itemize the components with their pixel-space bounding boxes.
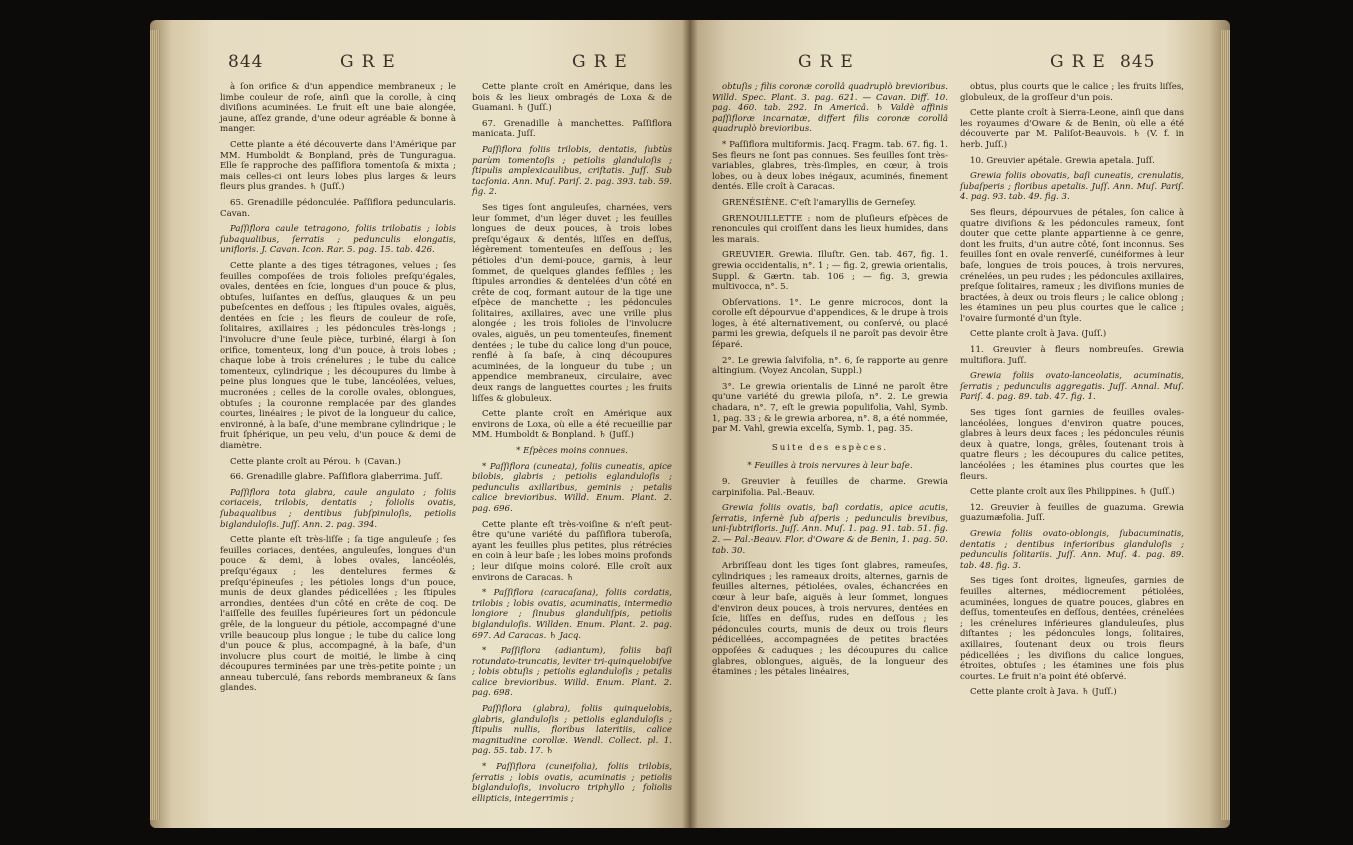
paragraph: Ses tiges ſont anguleuſes, charnées, vers leur ſommet, d'un léger duvet ; les feuilles longues de deux pouces, à trois lobes preſqu'égaux & dentés, liſſes en deſſus, légèrement tomenteuſes en deſſous ; les pétioles d'un demi-pouce, garnis, à leur ſommet, de quelques glandes ſeſſiles ; les ſtipules arrondies & dentelées d'un côté en crête de coq, formant autour de la tige une eſpèce de manchette ; les pédoncules ſolitaires, axillaires, avec une vrille plus alongée ; les trois folioles de l'involucre ovales, aiguës, un peu tomenteuſes, finement dentées ; le tube du calice long d'un pouce, renflé à ſa baſe, à cinq découpures acuminées, de la longueur du tube ; un appendice membraneux, circulaire, avec deux rangs de languettes courtes ; les fruits liſſes & globuleux. bbox=[472, 202, 672, 404]
page-edges-left bbox=[150, 30, 160, 820]
paragraph: Paſſiflora caule tetragono, foliis trilobatis ; lobis ſubaqualibus, ſerratis ; pedunculis elongatis, unifloris. J. Cavan. Icon. Rar. 5. pag. 15. tab. 426. bbox=[220, 224, 456, 256]
paragraph: * Paſſiflora (caracaſana), foliis cordatis, trilobis ; lobis ovatis, acuminatis, intermedio longiore ; ſinubus glanduliſpis, petiolis biglanduloſis. Willden. Enum. Plant. 2. pag. 697. Ad Caracas. ♄ Jacq. bbox=[472, 588, 672, 641]
paragraph: 66. Grenadille glabre. Paſſiflora glaberrima. Juſſ. bbox=[230, 472, 443, 483]
book-gutter bbox=[682, 20, 698, 828]
left-page bbox=[150, 20, 690, 828]
right-column-2 bbox=[960, 82, 1184, 782]
paragraph: * Feuilles à trois nervures à leur baſe. bbox=[747, 461, 913, 472]
running-title-right-1: GRE bbox=[798, 52, 861, 72]
paragraph: Cette plante croît à Sierra-Leone, ainſi que dans les royaumes d'Oware & de Benin, où elle a été découverte par M. Paliſot-Beauvois. ♄ (V. f. in herb. Juſſ.) bbox=[960, 108, 1184, 150]
left-column-2 bbox=[472, 82, 672, 804]
page-number-right: 845 bbox=[1120, 52, 1156, 72]
paragraph: GRENOUILLETTE : nom de pluſieurs eſpèces de renoncules qui croiſſent dans les lieux humides, dans les marais. bbox=[712, 213, 948, 245]
paragraph: obtuſis ; filis coronæ corollâ quadruplò brevioribus. Willd. Spec. Plant. 3. pag. 621. — Cavan. Diff. 10. pag. 460. tab. 292. In Americâ. ♄ Valdè affinis paſſifloræ incarnatæ, differt filis coronæ corollâ quadruplò brevioribus. bbox=[712, 82, 948, 135]
paragraph: Paſſiflora tota glabra, caule angulato ; foliis coriaceis, trilobis, dentatis ; foliolis ovatis, ſubaqualibus ; dentibus ſubſpinuloſis, petiolis biglanduloſis. Juſſ. Ann. 2. pag. 394. bbox=[220, 487, 456, 530]
paragraph: 10. Greuvier apétale. Grewia apetala. Juſſ. bbox=[970, 155, 1155, 166]
paragraph: 65. Grenadille pédonculée. Paſſiflora peduncularis. Cavan. bbox=[220, 197, 456, 219]
paragraph: 67. Grenadille à manchettes. Paſſiflora manicata. Juſſ. bbox=[472, 118, 672, 140]
paragraph: Cette plante a des tiges tétragones, velues ; ſes feuilles compoſées de trois folioles preſqu'égales, ovales, dentées en ſcie, longues d'un pouce & plus, obtuſes, luiſantes en deſſus, glauques & un peu pubeſcentes en deſſous ; les ſtipules ovales, aiguës, dentées en ſcie ; les fleurs de couleur de roſe, ſolitaires, axillaires ; les pédoncules très-longs ; l'involucre d'une ſeule pièce, turbiné, élargi à ſon orifice, tomenteux, long d'un pouce, à trois lobes ; chaque lobe à trois crénelures ; le tube du calice tomenteux, cylindrique ; les découpures du limbe à peine plus longues que le tube, lancéolées, velues, mucronées ; celles de la corolle ovales, oblongues, obtuſes ; la couronne remplacée par des glandes courtes, linéaires ; le pivot de la longueur du calice, environné, à la baſe, d'une membrane cylindrique ; le fruit ſphérique, un peu velu, d'un pouce & demi de diamètre. bbox=[220, 260, 456, 451]
paragraph: GREUVIER. Grewia. Illuſtr. Gen. tab. 467, fig. 1. grewia occidentalis, n°. 1 ; — fig. 2, grewia orientalis, Suppl. & Gærtn. tab. 106 ; — fig. 3, grewia multivocca, n°. 5. bbox=[712, 250, 948, 293]
paragraph: Cette plante croît en Amérique aux environs de Loxa, où elle a été recueillie par MM. Humboldt & Bonpland. ♄ (Juſſ.) bbox=[472, 409, 672, 441]
paragraph: 11. Greuvier à fleurs nombreuſes. Grewia multiflora. Juſſ. bbox=[960, 345, 1184, 366]
paragraph: * Paſſiflora (cuneata), foliis cuneatis, apice bilobis, glabris ; petiolis eglanduloſis ; pedunculis axillaribus, geminis ; petalis calice brevioribus. Willd. Enum. Plant. 2. pag. 696. bbox=[472, 461, 672, 514]
paragraph: GRENÉSIÈNE. C'eſt l'amaryllis de Gerneſey. bbox=[722, 197, 917, 208]
paragraph: Cette plante eſt très-voiſine & n'eſt peut-être qu'une variété du paſſiflora tuberoſa, ayant les feuilles plus petites, plus rétrécies en coin à leur baſe ; les lobes moins profonds ; leur diſque moins coloré. Elle croît aux environs de Caracas. ♄ bbox=[472, 519, 672, 583]
paragraph: 3°. Le grewia orientalis de Linné ne paroît être qu'une variété du grewia piloſa, n°. 2. Le grewia chadara, n°. 7, eſt le grewia populifolia, Vahl, Symb. 1, pag. 33 ; & le grewia arborea, n°. 8, a été nommée, par M. Vahl, grewia excelſa, Symb. 1, pag. 35. bbox=[712, 381, 948, 435]
paragraph: à ſon orifice & d'un appendice membraneux ; le limbe couleur de roſe, ainſi que la corolle, à cinq diviſions acuminées. Le fruit eſt une baie alongée, jaune, aſſez grande, d'une odeur agréable & bonne à manger. bbox=[220, 82, 456, 135]
paragraph: Grewia foliis ovato-lanceolatis, acuminatis, ſerratis ; pedunculis aggregatis. Juſſ. Annal. Muſ. Pariſ. 4. pag. 89. tab. 47. fig. 1. bbox=[960, 371, 1184, 403]
right-header bbox=[710, 52, 1160, 78]
running-title-left-2: GRE bbox=[572, 52, 635, 72]
paragraph: Arbriſſeau dont les tiges ſont glabres, rameuſes, cylindriques ; les rameaux droits, alternes, garnis de feuilles alternes, pétiolées, ovales, échancrées en cœur à leur baſe, aiguës à leur ſommet, longues d'environ deux pouces, à trois nervures, dentées en ſcie, liſſes en deſſus, rudes en deſſous ; les pédoncules courts, munis de deux ou trois fleurs pédicellées, accompagnées de petites bractées oppoſées & caduques ; les découpures du calice glabres, oblongues, aiguës, de la longueur des étamines ; les pétales linéaires, bbox=[712, 561, 948, 678]
paragraph: * Paſſiflora (cuneifolia), foliis trilobis, ſerratis ; lobis ovatis, acuminatis ; petiolis biglanduloſis, involucro triphyllo ; foliolis ellipticis, integerrimis ; bbox=[472, 762, 672, 804]
page-edges-right bbox=[1220, 30, 1230, 820]
paragraph: * Paſſiflora (adiantum), foliis baſi rotundato-truncatis, leviter tri-quinquelobiſve ; lobis obtuſis ; petiolis eglanduloſis ; petalis calice brevioribus. Willd. Enum. Plant. 2. pag. 698. bbox=[472, 646, 672, 699]
paragraph: obtus, plus courts que le calice ; les fruits liſſes, globuleux, de la groſſeur d'un pois. bbox=[960, 82, 1184, 103]
right-column-1 bbox=[712, 82, 948, 782]
paragraph: Ses tiges ſont garnies de feuilles ovales-lancéolées, longues d'environ quatre pouces, glabres à leurs deux faces ; les pédoncules réunis deux à quatre, longs, grêles, ſoutenant trois à quatre fleurs ; les découpures du calice petites, lancéolées ; les étamines plus courtes que les fleurs. bbox=[960, 408, 1184, 482]
paragraph: Grewia foliis obovatis, baſi cuneatis, crenulatis, ſubaſperis ; floribus apetalis. Juſſ. Ann. Muſ. Pariſ. 4. pag. 93. tab. 49. fig. 3. bbox=[960, 171, 1184, 203]
paragraph: Cette plante croît aux îles Philippines. ♄ (Juſſ.) bbox=[970, 487, 1175, 498]
paragraph: Cette plante eſt très-liſſe ; ſa tige anguleuſe ; ſes feuilles coriaces, dentées, anguleuſes, longues d'un pouce & demi, à lobes ovales, lancéolés, preſqu'égaux ; les dentelures fermes & preſqu'épineuſes ; les pétioles longs d'un pouce, munis de deux glandes pédicellées ; les ſtipules arrondies, dentées d'un côté en crête de coq. De l'aiſſelle des feuilles ſupérieures ſort un pédoncule grêle, de la longueur du pétiole, accompagné d'une vrille beaucoup plus longue ; le tube du calice long d'un pouce & plus, accompagné, à la baſe, d'un involucre plus court de moitié, le limbe à cinq découpures terminées par une très-petite pointe ; un anneau tuberculé, ſans rebords membraneux & ſans glandes. bbox=[220, 535, 456, 694]
paragraph: Ses fleurs, dépourvues de pétales, ſon calice à quatre diviſions & les pédoncules rameux, ſont douter que cette plante appartienne à ce genre, dont les fruits, d'un autre côté, ſont inconnus. Ses feuilles ſont en ovale renverſé, cunéiformes à leur baſe, longues de trois pouces, à trois nervures, crénelées, un peu rudes ; les pédoncules axillaires, preſque ſolitaires, rameux ; les diviſions munies de bractées, à deux ou trois fleurs ; le calice oblong ; les étamines un peu plus courtes que le calice ; l'ovaire ſurmonté d'un ſtyle. bbox=[960, 207, 1184, 324]
paragraph: Cette plante croît à Java. (Juſſ.) bbox=[970, 329, 1107, 340]
open-book bbox=[150, 20, 1230, 828]
paragraph: Suite des espèces. bbox=[771, 442, 889, 453]
paragraph: 2°. Le grewia ſalvifolia, n°. 6, ſe rapporte au genre altingium. (Voyez Ancolan, Suppl.) bbox=[712, 355, 948, 377]
paragraph: Ses tiges ſont droites, ligneuſes, garnies de feuilles alternes, médiocrement pétiolées, acuminées, longues de quatre pouces, glabres en deſſus, tomenteuſes en deſſous, dentées, crénelées ; les crénelures inférieures glanduleuſes, plus diſtantes ; les pédoncules longs, ſolitaires, axillaires, ſoutenant deux ou trois fleurs pédicellées ; les diviſions du calice longues, étroites, obtuſes ; les étamines une fois plus courtes. Le fruit n'a point été obſervé. bbox=[960, 576, 1184, 682]
paragraph: * Eſpèces moins connues. bbox=[516, 446, 628, 456]
paragraph: Paſſiflora foliis trilobis, dentatis, ſubtùs parùm tomentoſis ; petiolis glanduloſis ; ſtipulis amplexicaulibus, criſtatis. Juſſ. Sub tacſonia. Ann. Muſ. Pariſ. 2. pag. 393. tab. 59. fig. 2. bbox=[472, 144, 672, 198]
paragraph: Grewia foliis ovato-oblongis, ſubacuminatis, dentatis ; dentibus inferioribus glanduloſis ; pedunculis ſolitariis. Juſſ. Ann. Muſ. 4. pag. 89. tab. 48. fig. 3. bbox=[960, 528, 1184, 571]
paragraph: Obſervations. 1°. Le genre microcos, dont la corolle eſt dépourvue d'appendices, & le drupe à trois loges, à été alternativement, ou conſervé, ou placé parmi les grewia, deſquels il ne paroît pas devoir être ſéparé. bbox=[712, 297, 948, 351]
paragraph: * Paſſiflora multiformis. Jacq. Fragm. tab. 67. fig. 1. Ses fleurs ne ſont pas connues. Ses feuilles ſont très-variables, glabres, très-ſimples, en cœur, à trois lobes, ou à deux lobes inégaux, acuminés, finement dentés. Elle croît à Caracas. bbox=[712, 139, 948, 193]
paragraph: Paſſiflora (glabra), foliis quinquelobis, glabris, glanduloſis ; petiolis eglanduloſis ; ſtipulis nullis, floribus lateritiis, calice magnitudine corollæ. Wendl. Collect. pl. 1. pag. 55. tab. 17. ♄ bbox=[472, 704, 672, 757]
paragraph: Grewia foliis ovatis, baſi cordatis, apice acutis, ſerratis, infernè ſub aſperis ; pedunculis brevibus, uni-ſubtrifloris. Juſſ. Ann. Muſ. 1. pag. 91. tab. 51. fig. 2. — Pal.-Beauv. Flor. d'Oware & de Benin, 1. pag. 50. tab. 30. bbox=[712, 503, 948, 556]
paragraph: 9. Greuvier à feuilles de charme. Grewia carpinifolia. Pal.-Beauv. bbox=[712, 477, 948, 498]
running-title-left-1: GRE bbox=[340, 52, 403, 72]
paragraph: Cette plante a été découverte dans l'Amérique par MM. Humboldt & Bonpland, près de Tunguragua. Elle ſe rapproche des paſſiflora tomentoſa & mixta ; mais celles-ci ont leurs lobes plus larges & leurs fleurs plus grandes. ♄ (Juſſ.) bbox=[220, 139, 456, 193]
running-title-right-2: GRE bbox=[1050, 52, 1113, 72]
paragraph: 12. Greuvier à feuilles de guazuma. Grewia guazumæfolia. Juſſ. bbox=[960, 502, 1184, 524]
right-page bbox=[690, 20, 1230, 828]
page-number-left: 844 bbox=[228, 52, 264, 72]
left-header bbox=[228, 52, 668, 78]
paragraph: Cette plante croît en Amérique, dans les bois & les lieux ombragés de Loxa & de Guamani. ♄ (Juſſ.) bbox=[472, 82, 672, 114]
paragraph: Cette plante croît au Pérou. ♄ (Cavan.) bbox=[230, 456, 401, 467]
paragraph: Cette plante croît à Java. ♄ (Juſſ.) bbox=[970, 687, 1117, 698]
left-column-1 bbox=[220, 82, 456, 782]
